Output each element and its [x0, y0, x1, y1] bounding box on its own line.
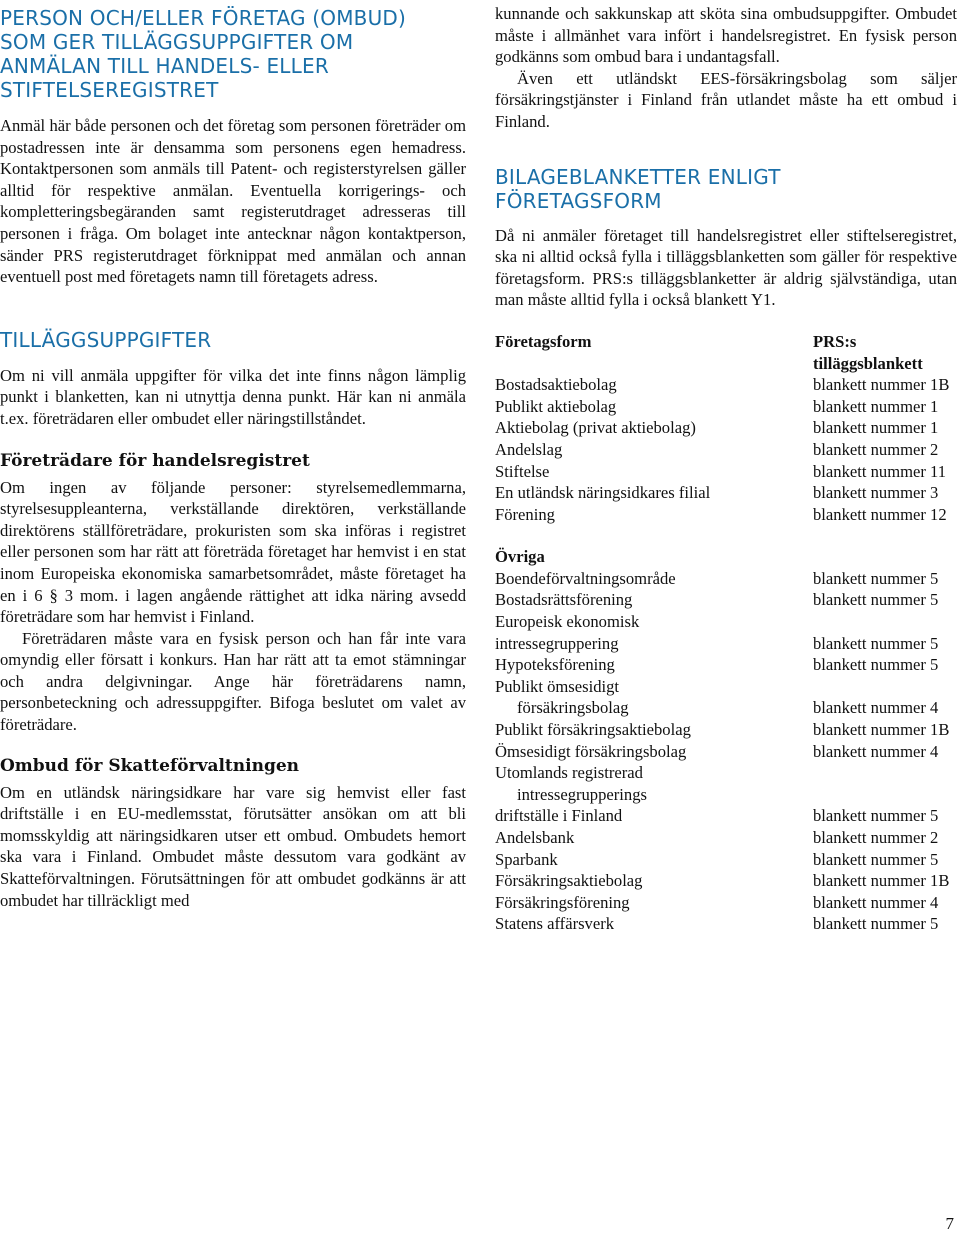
form-number-cell: blankett nummer 5 [813, 633, 939, 653]
heading-line: ANMÄLAN TILL HANDELS- ELLER [0, 54, 329, 78]
table-row [495, 805, 957, 827]
form-number-cell: blankett nummer 1B [813, 871, 950, 891]
table-row [495, 568, 957, 590]
section-heading-bilageblanketter [495, 165, 957, 213]
company-form-cell: Bostadsaktiebolag [495, 375, 617, 395]
table-row [495, 719, 957, 741]
table-row [495, 762, 957, 784]
form-number-cell [813, 611, 957, 633]
table-row [495, 697, 957, 719]
company-form-cell: Förening [495, 504, 555, 524]
company-form-cell: Ömsesidigt försäkringsbolag [495, 741, 687, 761]
heading-line: BILAGEBLANKETTER ENLIGT [495, 164, 781, 189]
table-row [495, 892, 957, 914]
table-body-other [495, 568, 957, 935]
company-form-cell: Sparbank [495, 849, 558, 869]
form-number-cell: blankett nummer 5 [813, 914, 939, 934]
table-row [495, 849, 957, 871]
company-form-cell: Boendeförvaltningsområde [495, 568, 676, 588]
paragraph-ees: Även ett utländskt EES-försäkringsbolag som säljer försäkringstjänster i Finland från utlandet måste ha ett ombud i Finland. [495, 68, 957, 131]
col-header-line: tilläggsblankett [813, 353, 923, 373]
subheading-ombud-skatte: Ombud för Skatteförvaltningen [0, 755, 300, 776]
paragraph-tillaggsuppgifter: Om ni vill anmäla uppgifter för vilka det inte finns någon lämplig punkt i blanketten, kan ni utnyttja denna punkt. Här kan ni anmäla t.ex. företrädaren eller ombudet eller näringstillståndet. [0, 365, 466, 428]
company-form-cell: Europeisk ekonomisk [495, 612, 640, 632]
paragraph-foretradare-2: Företrädaren måste vara en fysisk person och han får inte vara omyndig eller försatt i konkurs. Han har rätt att ta emot stämningar och andra delgivningar. Ange här företrädarens namn, personbeteckning och adressuppgifter. Bifoga beslutet om valet av företrädare. [0, 628, 466, 735]
company-form-cell: driftställe i Finland [495, 806, 623, 826]
heading-line: PERSON OCH/ELLER FÖRETAG (OMBUD) [0, 6, 407, 30]
company-form-table [495, 331, 957, 935]
paragraph-ombud-continued: kunnande och sakkunskap att sköta sina ombudsuppgifter. Ombudet måste i allmänhet vara infört i handelsregistret. En fysisk person godkänns som ombud bara i undantagsfall. [495, 4, 957, 67]
paragraph-ombud-skatte: Om en utländsk näringsidkare har vare sig hemvist eller fast driftställe i en EU-medlemsstat, förutsätter ansökan om att bli momsskyldig att näringsidkaren utser ett ombud. Ombudets hemort ska vara i Finland. Ombudet måste dessutom vara godkänt av Skatteförvaltningen. Förutsättningen för att ombudet godkänns är att ombudet har tillräckligt med [0, 782, 466, 910]
heading-line: SOM GER TILLÄGGSUPPGIFTER OM [0, 30, 354, 54]
company-form-cell: Andelslag [495, 439, 563, 459]
section-heading-ombud [0, 6, 466, 102]
table-row [495, 827, 957, 849]
col-header-blankett [813, 331, 957, 374]
table-section-other [495, 525, 957, 568]
form-number-cell: blankett nummer 12 [813, 504, 947, 524]
table-row [495, 611, 957, 633]
form-number-cell [813, 676, 957, 698]
form-number-cell: blankett nummer 5 [813, 849, 939, 869]
company-form-cell: Hypoteksförening [495, 655, 615, 675]
left-column [0, 0, 466, 911]
company-form-cell: Bostadsrättsförening [495, 590, 633, 610]
form-number-cell: blankett nummer 1 [813, 396, 939, 416]
company-form-cell: Publikt aktiebolag [495, 396, 617, 416]
heading-line: FÖRETAGSFORM [495, 188, 662, 213]
other-header-empty [813, 546, 957, 568]
company-form-cell: Statens affärsverk [495, 914, 615, 934]
table-body-main [495, 374, 957, 525]
table-row [495, 870, 957, 892]
form-number-cell: blankett nummer 4 [813, 741, 939, 761]
table-spacer [495, 525, 957, 546]
paragraph-bilageblanketter: Då ni anmäler företaget till handelsregistret eller stiftelseregistret, ska ni alltid också fylla i tilläggsblanketten som gäller för respektive företagsform. PRS:s tilläggsblanketter är aldrig självständiga, utan man måste alltid fylla i också blankett Y1. [495, 225, 957, 310]
table-row [495, 633, 957, 655]
table-header-row [495, 331, 957, 374]
table-row [495, 741, 957, 763]
company-form-cell: Andelsbank [495, 828, 575, 847]
table-row [495, 589, 957, 611]
form-number-cell: blankett nummer 11 [813, 461, 947, 481]
company-form-cell: försäkringsbolag [517, 698, 629, 718]
table-row [495, 504, 957, 526]
form-number-cell: blankett nummer 5 [813, 655, 939, 675]
form-number-cell: blankett nummer 4 [813, 892, 939, 912]
form-number-cell [813, 762, 957, 784]
company-form-cell: intressegruppering [495, 633, 619, 653]
company-form-cell: En utländsk näringsidkares filial [495, 483, 711, 503]
company-form-cell: Försäkringsförening [495, 892, 630, 912]
col-header-line: PRS:s [813, 331, 857, 351]
page-number: 7 [945, 1214, 954, 1233]
company-form-cell: Aktiebolag (privat aktiebolag) [495, 418, 696, 438]
table-row [495, 654, 957, 676]
table-row [495, 913, 957, 935]
form-number-cell [813, 784, 957, 806]
form-number-cell: blankett nummer 2 [813, 439, 939, 459]
company-form-cell: Publikt försäkringsaktiebolag [495, 720, 691, 740]
form-number-cell: blankett nummer 2 [813, 828, 939, 847]
table-row [495, 461, 957, 483]
table-row [495, 676, 957, 698]
table-row [495, 784, 957, 806]
form-number-cell: blankett nummer 5 [813, 568, 939, 588]
table-row [495, 374, 957, 396]
company-form-cell: Stiftelse [495, 461, 550, 481]
table-row [495, 482, 957, 504]
paragraph-ombud-intro: Anmäl här både personen och det företag som personen företräder om postadressen inte är densamma som personens egen hemadress. Kontaktpersonen som anmäls till Patent- och registerstyrelsen gäller alltid för respektive anmälan. Eventuella korrigerings- och kompletteringsbegäranden samt registerutdraget adresseras till personen i fråga. Om bolaget inte antecknar någon kontaktperson, sänder PRS registerutdraget förknippat med anmälan och annan eventuell post med företagets namn till företagets adress. [0, 116, 466, 287]
company-form-cell: Publikt ömsesidigt [495, 676, 620, 696]
form-number-cell: blankett nummer 1 [813, 418, 939, 438]
section-heading-tillaggsuppgifter: TILLÄGGSUPPGIFTER [0, 327, 212, 352]
table-other-header-row [495, 546, 957, 568]
other-header: Övriga [495, 547, 545, 567]
table-row [495, 417, 957, 439]
right-column [495, 0, 957, 935]
company-form-cell: Försäkringsaktiebolag [495, 871, 643, 891]
subheading-foretradare: Företrädare för handelsregistret [0, 450, 310, 471]
company-form-cell: intressegrupperings [517, 784, 647, 804]
company-form-cell: Utomlands registrerad [495, 763, 643, 783]
form-number-cell: blankett nummer 4 [813, 698, 939, 718]
table-row [495, 439, 957, 461]
table-row [495, 396, 957, 418]
form-number-cell: blankett nummer 1B [813, 375, 950, 395]
form-number-cell: blankett nummer 1B [813, 720, 950, 740]
form-number-cell: blankett nummer 5 [813, 806, 939, 826]
heading-line: STIFTELSEREGISTRET [0, 78, 219, 102]
paragraph-foretradare-1: Om ingen av följande personer: styrelsemedlemmarna, styrelsesuppleanterna, verkställande direktören, verkställande direktörens ställföreträdare, prokuristen som ska införas i registret eller personen som har rätt att företräda företaget har hemvist i en stat inom Europeiska ekonomiska samarbetsområdet, måste företaget ha en i 6 § 3 mom. i lagen angående rättighet att idka näring avsedd företrädare som har hemvist i Finland. [0, 477, 466, 627]
col-header-foretagsform: Företagsform [495, 331, 592, 351]
form-number-cell: blankett nummer 3 [813, 483, 939, 503]
form-number-cell: blankett nummer 5 [813, 590, 939, 610]
